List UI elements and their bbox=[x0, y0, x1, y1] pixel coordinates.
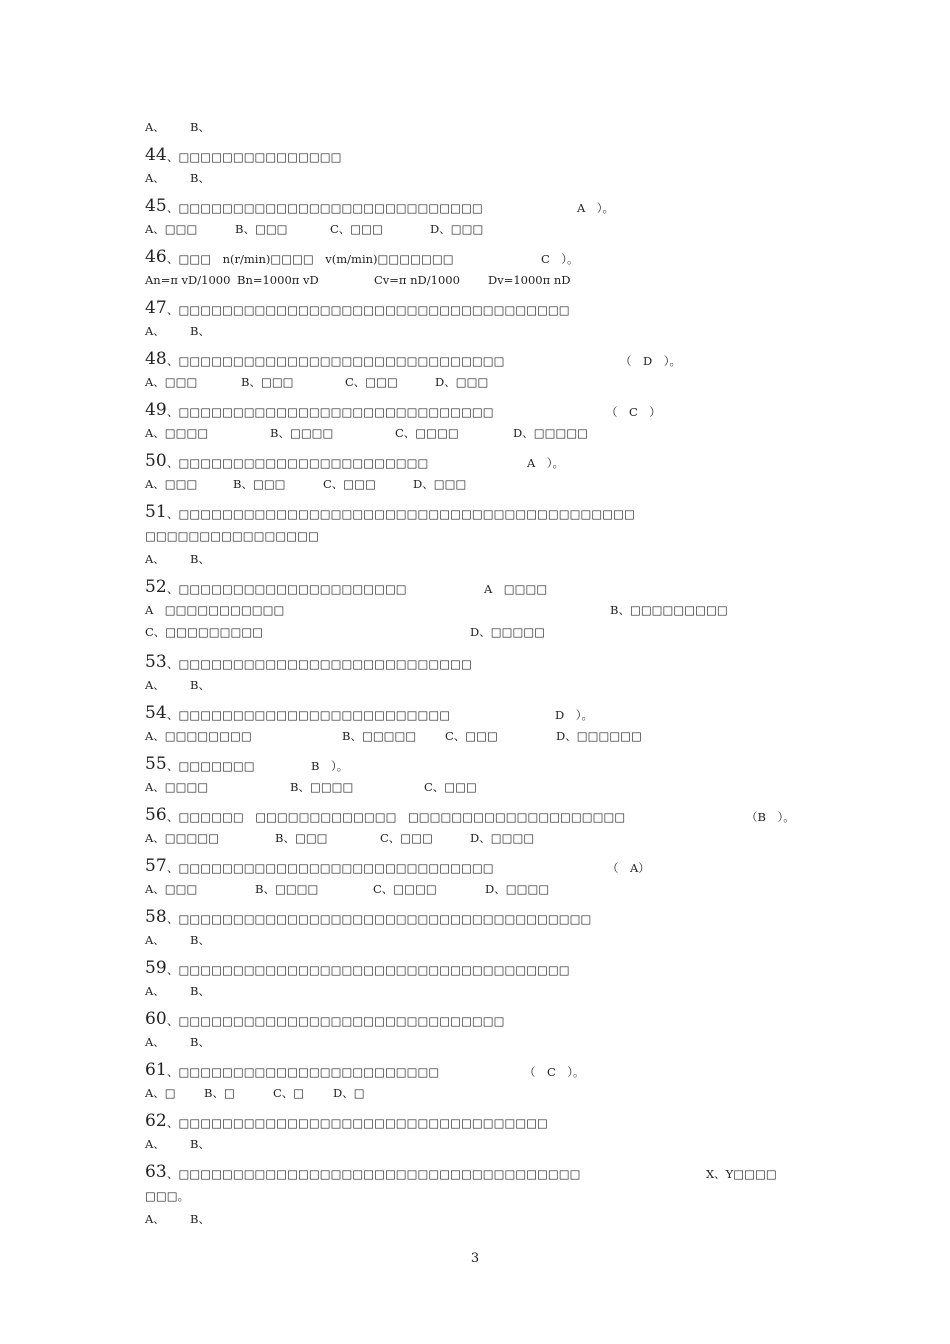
option-label: B、□□□□ bbox=[255, 882, 319, 896]
option-label: A、□□□□□□□□ bbox=[145, 729, 252, 743]
option-label: B、 bbox=[190, 1137, 210, 1151]
option-label: A、□ bbox=[145, 1086, 176, 1100]
question-text: 、□□□□□□□□□□□□□□□□□□□□□□□□□□□□□□ bbox=[167, 354, 505, 368]
option-label: B、□□□ bbox=[275, 831, 328, 845]
option-label: A、 bbox=[145, 984, 165, 998]
option-label: B、□□□ bbox=[235, 222, 288, 236]
question-number: 46 bbox=[145, 247, 167, 267]
option-label: D、□□□ bbox=[435, 375, 489, 389]
question-text: 、□□□□□□□□□□□□□□□□□□□□□□□□□□□□□□□□□□□□ bbox=[167, 303, 570, 317]
question-number: 56 bbox=[145, 805, 167, 825]
option-label: A、 bbox=[145, 678, 165, 692]
question-number: 45 bbox=[145, 196, 167, 216]
option-label: A、□□□□ bbox=[145, 426, 209, 440]
question-number: 54 bbox=[145, 703, 167, 723]
question-answer: A ）。 bbox=[527, 456, 565, 470]
option-label: C、□□□ bbox=[323, 477, 376, 491]
option-label: D、□□□□ bbox=[485, 882, 550, 896]
option-label: Cv=π nD/1000 bbox=[374, 273, 460, 287]
option-label: A、□□□□□ bbox=[145, 831, 220, 845]
option-label: D、□ bbox=[333, 1086, 365, 1100]
question-answer: A □□□□ bbox=[484, 582, 548, 596]
option-label: B、 bbox=[190, 933, 210, 947]
option-label: D、□□□□ bbox=[470, 831, 535, 845]
question-number: 63 bbox=[145, 1162, 167, 1182]
question-answer: （ C ） bbox=[606, 405, 661, 419]
question-number: 58 bbox=[145, 907, 167, 927]
question-text: 、□□□□□□□□□□□□□□□ bbox=[167, 150, 342, 164]
question-number: 49 bbox=[145, 400, 167, 420]
question-text: 、□□□□□□□□□□□□□□□□□□□□□□□ bbox=[167, 456, 429, 470]
question-answer: （ D ）。 bbox=[620, 354, 681, 368]
option-label: D、□□□□□ bbox=[513, 426, 589, 440]
option-label: B、□□□□□□□□□ bbox=[610, 603, 728, 617]
option-label: C、□□□ bbox=[330, 222, 383, 236]
option-label: C、□ bbox=[273, 1086, 305, 1100]
option-label: B、□ bbox=[204, 1086, 235, 1100]
option-label: A □□□□□□□□□□□ bbox=[145, 603, 285, 617]
option-label: D、□□□ bbox=[430, 222, 484, 236]
option-label: C、□□□ bbox=[345, 375, 398, 389]
question-number: 53 bbox=[145, 652, 167, 672]
option-label: A、 bbox=[145, 1212, 165, 1226]
option-label: A、 bbox=[145, 1137, 165, 1151]
question-text: 、□□□□□□□□□□□□□□□□□□□□□□□□□□□□□□ bbox=[167, 1014, 505, 1028]
option-label: D、□□□□□ bbox=[470, 625, 546, 639]
question-text-continued: □□□。 bbox=[145, 1189, 190, 1203]
option-label: C、□□□ bbox=[380, 831, 433, 845]
question-answer: B ）。 bbox=[311, 759, 349, 773]
option-label: B、□□□□ bbox=[270, 426, 334, 440]
question-number: 47 bbox=[145, 298, 167, 318]
option-label: B、 bbox=[190, 120, 210, 134]
option-label: C、□□□□ bbox=[395, 426, 459, 440]
question-text: 、□□□□□□□□□□□□□□□□□□□□□□□□□□□□□□□□□□□□□ bbox=[167, 1167, 581, 1181]
question-text: 、□□□□□□□□□□□□□□□□□□□□□□□□□□□□□□□□□□ bbox=[167, 1116, 548, 1130]
option-label: B、□□□□ bbox=[290, 780, 354, 794]
question-text: 、□□□□□□□□□□□□□□□□□□□□□□□□□□□□□□□□□□□□□□ bbox=[167, 912, 592, 926]
question-answer: （ C ）。 bbox=[524, 1065, 585, 1079]
question-answer: D ）。 bbox=[555, 708, 593, 722]
option-label: A、 bbox=[145, 171, 165, 185]
option-label: A、□□□ bbox=[145, 882, 198, 896]
option-label: Bn=1000π vD bbox=[237, 273, 319, 287]
option-label: B、 bbox=[190, 171, 210, 185]
question-number: 61 bbox=[145, 1060, 167, 1080]
question-text: 、□□□□□□□□□□□□□□□□□□□□□□□□□□□□□ bbox=[167, 861, 494, 875]
option-label: A、 bbox=[145, 1035, 165, 1049]
question-text: 、□□□□□□□□□□□□□□□□□□□□□□□□□□□ bbox=[167, 657, 472, 671]
question-number: 60 bbox=[145, 1009, 167, 1029]
option-label: B、□□□□□ bbox=[342, 729, 417, 743]
question-number: 57 bbox=[145, 856, 167, 876]
option-label: D、□□□ bbox=[413, 477, 467, 491]
option-label: B、□□□ bbox=[233, 477, 286, 491]
question-text: 、□□□□□□□□□□□□□□□□□□□□□□□□□□□□ bbox=[167, 201, 483, 215]
question-number: 52 bbox=[145, 577, 167, 597]
question-text: 、□□□□□□□□□□□□□□□□□□□□□□□□□□□□□□□□□□□□ bbox=[167, 963, 570, 977]
option-label: B、□□□ bbox=[241, 375, 294, 389]
option-label: A、 bbox=[145, 120, 165, 134]
question-text: 、□□□□□□ □□□□□□□□□□□□□ □□□□□□□□□□□□□□□□□□□□ bbox=[167, 810, 626, 824]
question-number: 44 bbox=[145, 145, 167, 165]
question-text: 、□□□ n(r/min)□□□□ v(m/min)□□□□□□□ bbox=[167, 252, 454, 266]
option-label: A、□□□□ bbox=[145, 780, 209, 794]
option-label: B、 bbox=[190, 552, 210, 566]
option-label: C、□□□ bbox=[445, 729, 498, 743]
question-text: 、□□□□□□□□□□□□□□□□□□□□□□□□ bbox=[167, 1065, 440, 1079]
option-label: A、□□□ bbox=[145, 222, 198, 236]
question-answer: （B ）。 bbox=[746, 810, 795, 824]
question-text: 、□□□□□□□ bbox=[167, 759, 255, 773]
question-text-continued: □□□□□□□□□□□□□□□□ bbox=[145, 529, 319, 543]
option-label: A、□□□ bbox=[145, 375, 198, 389]
option-label: Dv=1000π nD bbox=[488, 273, 571, 287]
option-label: B、 bbox=[190, 678, 210, 692]
question-number: 48 bbox=[145, 349, 167, 369]
question-text: 、□□□□□□□□□□□□□□□□□□□□□□□□□ bbox=[167, 708, 451, 722]
option-label: A、 bbox=[145, 552, 165, 566]
question-number: 51 bbox=[145, 502, 167, 522]
option-label: A、□□□ bbox=[145, 477, 198, 491]
option-label: C、□□□□□□□□□ bbox=[145, 625, 264, 639]
option-label: D、□□□□□□ bbox=[556, 729, 642, 743]
question-number: 55 bbox=[145, 754, 167, 774]
option-label: A、 bbox=[145, 324, 165, 338]
option-label: A、 bbox=[145, 933, 165, 947]
option-label: C、□□□□ bbox=[373, 882, 437, 896]
question-answer: （ A） bbox=[607, 861, 650, 875]
option-label: An=π vD/1000 bbox=[145, 273, 231, 287]
option-label: B、 bbox=[190, 1212, 210, 1226]
question-number: 50 bbox=[145, 451, 167, 471]
page-number: 3 bbox=[470, 1251, 480, 1266]
question-text: 、□□□□□□□□□□□□□□□□□□□□□□□□□□□□□ bbox=[167, 405, 494, 419]
question-text: 、□□□□□□□□□□□□□□□□□□□□□□□□□□□□□□□□□□□□□□□□□□ bbox=[167, 507, 635, 521]
question-answer: C ）。 bbox=[541, 252, 579, 266]
question-number: 62 bbox=[145, 1111, 167, 1131]
question-answer: A ）。 bbox=[577, 201, 615, 215]
question-number: 59 bbox=[145, 958, 167, 978]
option-label: B、 bbox=[190, 324, 210, 338]
option-label: B、 bbox=[190, 984, 210, 998]
option-label: C、□□□ bbox=[424, 780, 477, 794]
question-text: 、□□□□□□□□□□□□□□□□□□□□□ bbox=[167, 582, 407, 596]
option-label: B、 bbox=[190, 1035, 210, 1049]
question-answer: X、Y□□□□ bbox=[706, 1167, 777, 1181]
